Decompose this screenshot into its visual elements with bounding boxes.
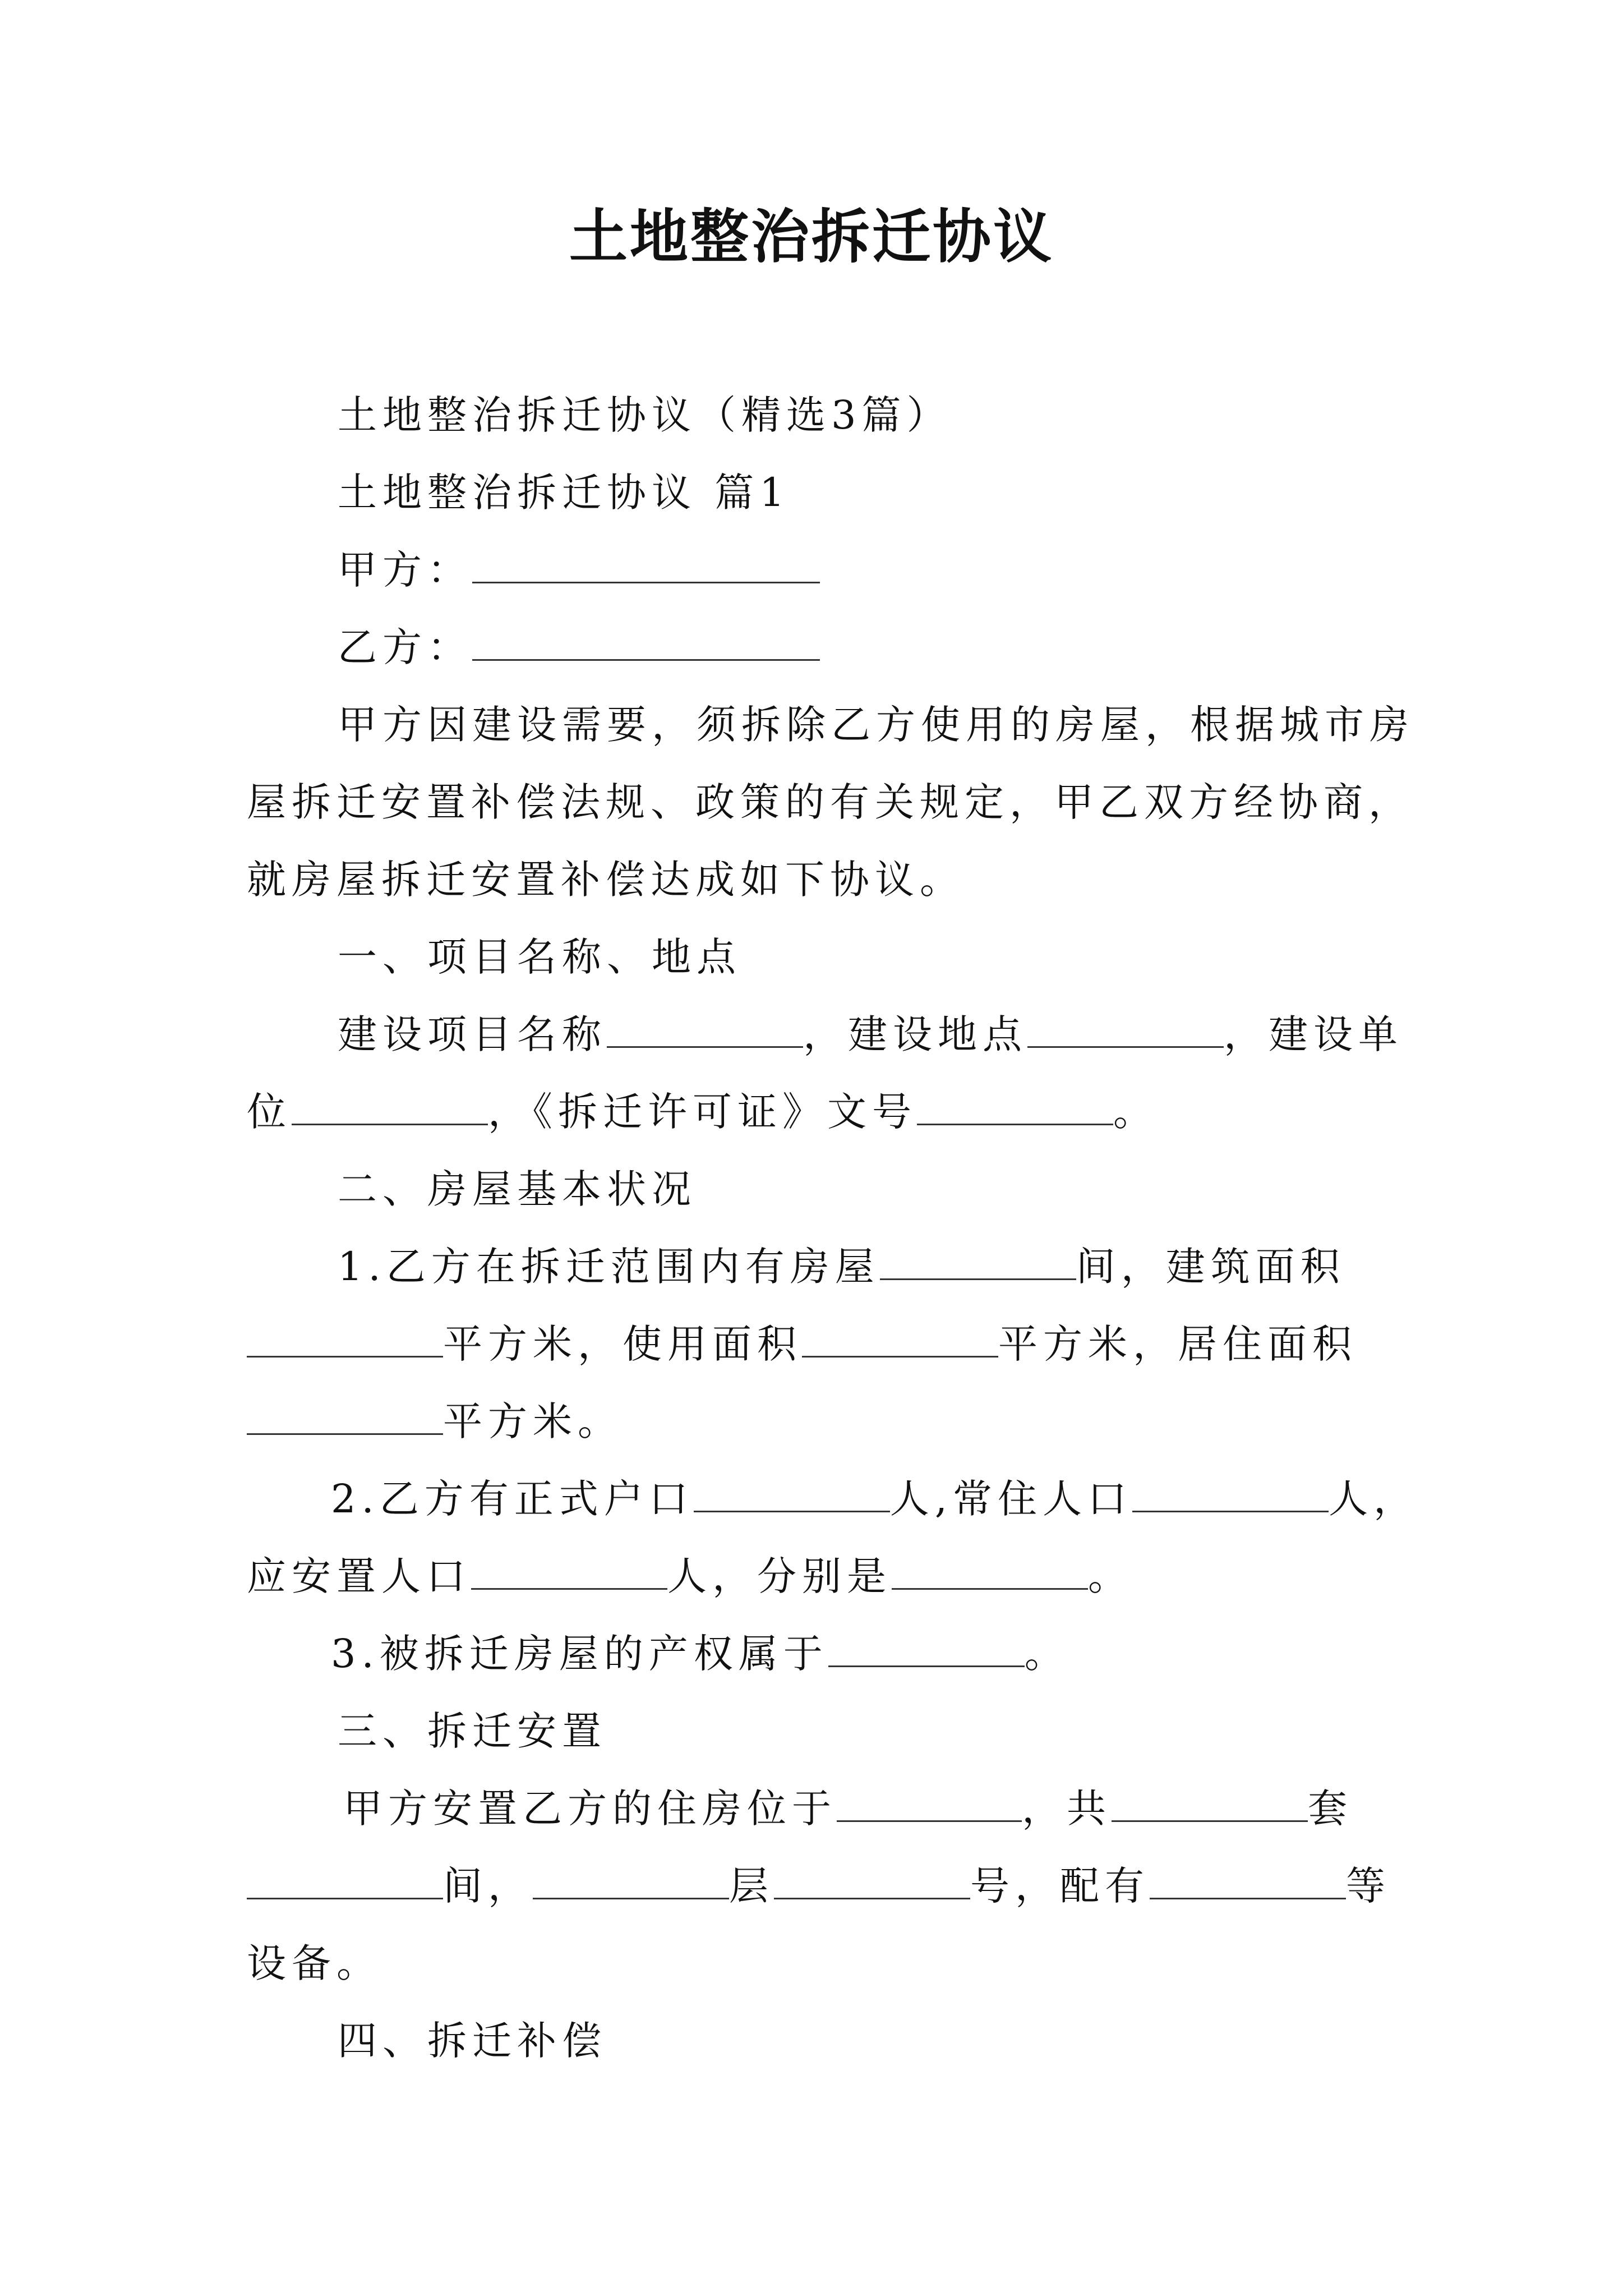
section-4-heading: 四、拆迁补偿 (338, 2018, 607, 2064)
section-2-item-1-line-1 (338, 1239, 1345, 1295)
living-area-blank (247, 1398, 443, 1435)
text-run: 人,常住人口 (889, 1476, 1133, 1522)
party-a-line (338, 542, 820, 598)
text-run: 。 (1088, 1553, 1133, 1599)
section-3-heading: 三、拆迁安置 (338, 1708, 607, 1754)
housing-floor-blank (533, 1863, 729, 1899)
intro-line-1: 甲方因建设需要，须拆除乙方使用的房屋，根据城市房 (338, 702, 1414, 748)
party-a-label: 甲方： (338, 547, 472, 593)
equipment-blank (1150, 1863, 1346, 1899)
text-run: 平方米，使用面积 (443, 1321, 802, 1367)
section-2-heading: 二、房屋基本状况 (338, 1166, 697, 1212)
text-run: 3.被拆迁房屋的产权属于 (331, 1631, 828, 1677)
text-run: 。 (1024, 1631, 1069, 1677)
section-1-heading: 一、项目名称、地点 (338, 934, 741, 980)
section-2-item-1-line-2 (247, 1316, 1357, 1372)
text-run: 位 (247, 1089, 292, 1135)
text-run: 间， (443, 1863, 533, 1909)
permanent-residents-blank (1132, 1476, 1329, 1512)
project-name-blank (607, 1011, 803, 1048)
intro-line-2: 屋拆迁安置补偿法规、政策的有关规定，甲乙双方经协商， (247, 779, 1413, 825)
text-run: 套 (1308, 1786, 1353, 1832)
section-1-line-1 (338, 1006, 1403, 1062)
ownership-blank (828, 1631, 1025, 1667)
text-run: 。 (1113, 1089, 1158, 1135)
section-2-item-2-line-2 (247, 1548, 1133, 1604)
text-run: 人， (1329, 1476, 1419, 1522)
text-run: ，建设地点 (803, 1011, 1027, 1057)
text-run: 平方米，居住面积 (998, 1321, 1357, 1367)
building-area-blank (247, 1321, 443, 1358)
text-run: 应安置人口 (247, 1553, 471, 1599)
section-1-line-2 (247, 1084, 1158, 1140)
text-run: ，《拆迁许可证》文号 (488, 1089, 917, 1135)
resettle-count-blank (471, 1553, 667, 1590)
construction-unit-blank (292, 1089, 488, 1125)
text-run: 等 (1346, 1863, 1391, 1909)
housing-location-blank (837, 1786, 1022, 1822)
permit-number-blank (917, 1089, 1113, 1125)
intro-line-3: 就房屋拆迁安置补偿达成如下协议。 (247, 857, 965, 903)
party-b-blank (472, 624, 820, 661)
section-3-line-3: 设备。 (247, 1940, 381, 1986)
housing-number-blank (774, 1863, 970, 1899)
registered-residents-blank (694, 1476, 890, 1512)
housing-sets-blank (1112, 1786, 1308, 1822)
text-run: 人，分别是 (667, 1553, 892, 1599)
section-3-line-1 (343, 1780, 1353, 1837)
party-b-label: 乙方： (338, 624, 472, 670)
document-subtitle: 土地整治拆迁协议（精选3篇） (338, 392, 952, 438)
text-run: 间，建筑面积 (1076, 1244, 1345, 1290)
section-3-line-2 (247, 1858, 1391, 1914)
section-2-item-3 (331, 1626, 1069, 1682)
party-b-line (338, 619, 820, 675)
room-count-blank (880, 1244, 1076, 1280)
text-run: 甲方安置乙方的住房位于 (343, 1786, 837, 1832)
text-run: 1.乙方在拆迁范围内有房屋 (338, 1244, 880, 1290)
party-a-blank (472, 547, 820, 583)
text-run: 平方米。 (443, 1398, 623, 1444)
text-run: ，共 (1022, 1786, 1112, 1832)
chapter-heading: 土地整治拆迁协议 篇1 (338, 470, 790, 516)
text-run: 号，配有 (970, 1863, 1150, 1909)
text-run: 建设项目名称 (338, 1011, 607, 1057)
usable-area-blank (802, 1321, 998, 1358)
document-title: 土地整治拆迁协议 (569, 202, 1054, 271)
text-run: ，建设单 (1224, 1011, 1403, 1057)
section-2-item-2-line-1 (331, 1471, 1418, 1527)
resettle-names-blank (892, 1553, 1088, 1590)
text-run: 2.乙方有正式户口 (331, 1476, 694, 1522)
housing-rooms-blank (247, 1863, 443, 1899)
section-2-item-1-line-3 (247, 1393, 623, 1450)
text-run: 层 (729, 1863, 774, 1909)
project-location-blank (1027, 1011, 1224, 1048)
